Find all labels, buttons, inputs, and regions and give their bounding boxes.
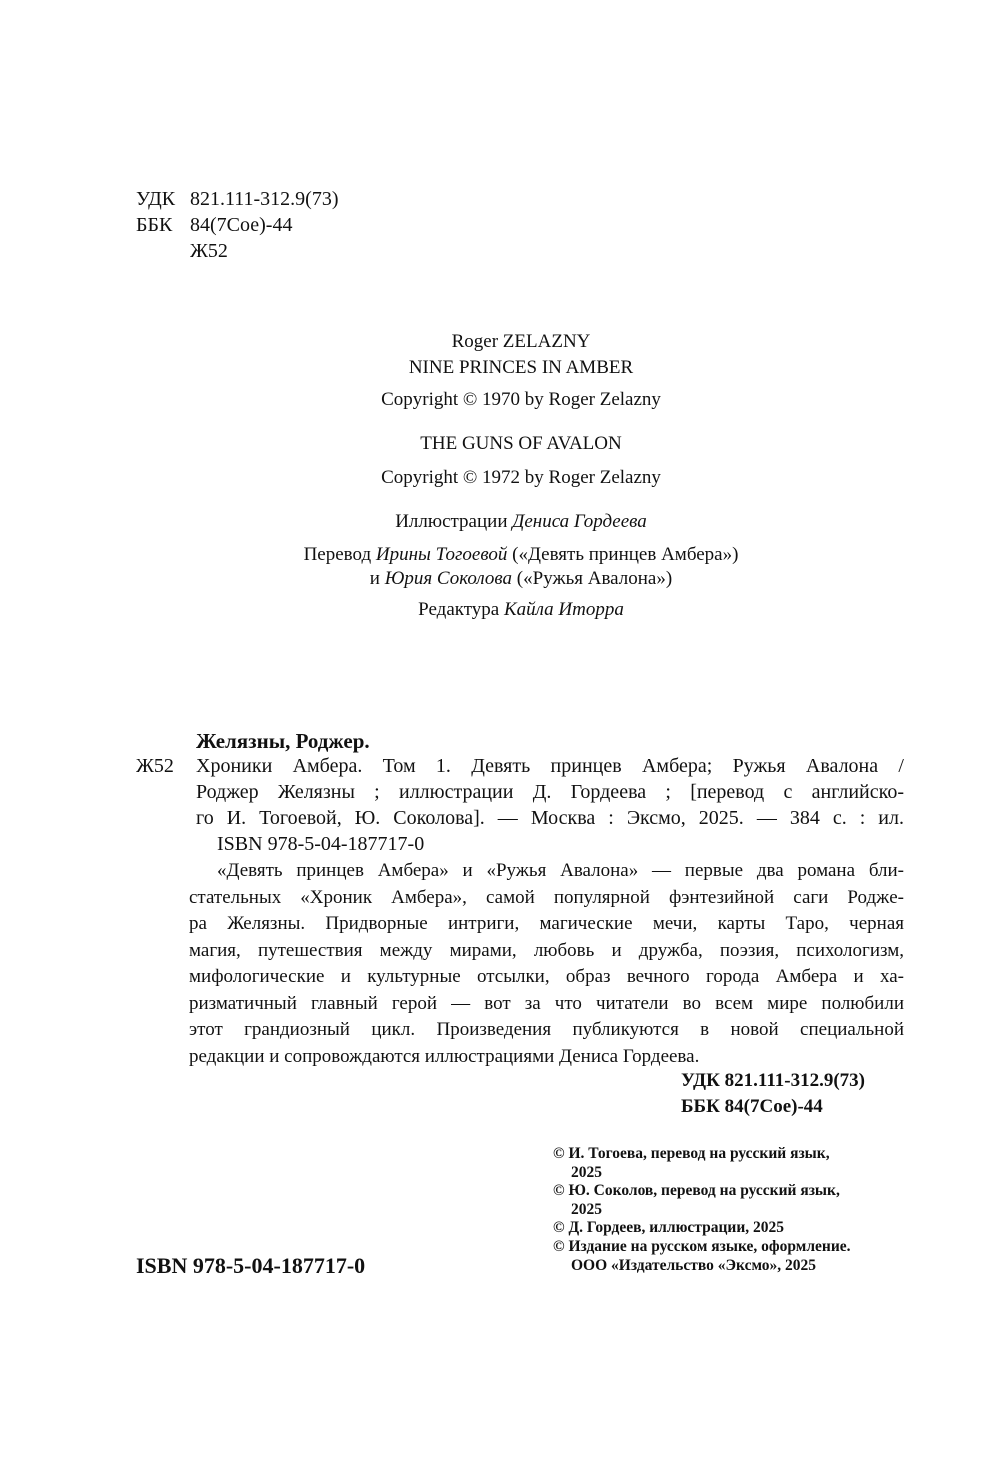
copyright-1970: Copyright © 1970 by Roger Zelazny bbox=[381, 389, 661, 410]
credit-editor bbox=[0, 597, 1000, 623]
copyright-line: 2025 bbox=[571, 1200, 602, 1218]
copyright-notices bbox=[553, 1145, 851, 1275]
translator-1-name: Ирины Тогоевой bbox=[375, 544, 508, 565]
copyright-line: © Издание на русском языке, оформление. bbox=[553, 1237, 851, 1255]
catalog-bibliographic-record bbox=[196, 753, 904, 831]
bbk-label: ББК bbox=[136, 214, 173, 236]
catalog-bbk: ББК 84(7Сое)-44 bbox=[681, 1096, 823, 1117]
author-mark: Ж52 bbox=[190, 240, 228, 262]
description-line: стательных «Хроник Амбера», самой популярной фэнтезийной саги Роджe- bbox=[189, 886, 904, 908]
copyright-line: ООО «Издательство «Эксмо», 2025 bbox=[571, 1256, 817, 1274]
credit-translation-2 bbox=[0, 566, 1000, 592]
udk-label: УДК bbox=[136, 188, 176, 210]
editor-name: Кайла Иторра bbox=[504, 599, 624, 620]
description-line: магия, путешествия между мирами, любовь и дружба, поэзия, психологизм, bbox=[189, 939, 904, 961]
copyright-line: © Д. Гордеев, иллюстрации, 2025 bbox=[553, 1219, 785, 1237]
illustrations-label: Иллюстрации bbox=[395, 511, 508, 532]
copyright-notice bbox=[553, 1182, 851, 1219]
catalog-line: Хроники Амбера. Том 1. Девять принцев Амбера; Ружья Авалона / bbox=[196, 755, 904, 777]
catalog-heading: Желязны, Роджер. bbox=[196, 729, 370, 753]
copyright-line: 2025 bbox=[571, 1163, 602, 1181]
catalog-udk: УДК 821.111-312.9(73) bbox=[681, 1070, 866, 1091]
description-line: ризматичный главный герой — вот за что читатели во всем мире полюбили bbox=[189, 992, 904, 1014]
catalog-isbn: ISBN 978-5-04-187717-0 bbox=[217, 833, 425, 855]
credit-illustrations bbox=[0, 509, 1000, 535]
translator-2-name: Юрия Соколова bbox=[384, 568, 513, 589]
credit-translation-1 bbox=[0, 542, 1000, 568]
editor-label: Редактура bbox=[418, 599, 500, 620]
original-title-2: THE GUNS OF AVALON bbox=[420, 433, 622, 454]
copyright-line: © И. Тогоева, перевод на русский язык, bbox=[553, 1145, 830, 1162]
description-line: мифологические и культурные отсылки, образ вечного города Амбера и ха- bbox=[189, 966, 904, 987]
original-author: Roger ZELAZNY bbox=[451, 331, 591, 352]
copyright-1972: Copyright © 1972 by Roger Zelazny bbox=[381, 467, 661, 488]
description-line: редакции и сопровождаются иллюстрациями Дениса Гордеева. bbox=[189, 1045, 700, 1067]
catalog-mark: Ж52 bbox=[136, 755, 174, 777]
translator-2-work: («Ружья Авалона») bbox=[516, 568, 673, 589]
copyright-notice bbox=[553, 1219, 851, 1238]
copyright-notice bbox=[553, 1238, 851, 1275]
copyright-notice bbox=[553, 1145, 851, 1182]
description-line: «Девять принцев Амбера» и «Ружья Авалона» — первые два романа бли- bbox=[217, 860, 904, 881]
bbk-value: 84(7Сое)-44 bbox=[190, 214, 293, 236]
isbn-bold: ISBN 978-5-04-187717-0 bbox=[136, 1253, 366, 1278]
original-title-1: NINE PRINCES IN AMBER bbox=[408, 357, 634, 378]
copyright-line: © Ю. Соколов, перевод на русский язык, bbox=[553, 1182, 840, 1200]
translation-label: Перевод bbox=[303, 544, 372, 565]
book-description bbox=[189, 858, 904, 1070]
translator-1-work: («Девять принцев Амбера») bbox=[512, 544, 739, 565]
description-line: этот грандиозный цикл. Произведения публикуются в новой специальной bbox=[189, 1019, 904, 1040]
catalog-line: Роджер Желязны ; иллюстрации Д. Гордеева ; [перевод с английско- bbox=[196, 781, 904, 803]
illustrator-name: Дениса Гордеева bbox=[512, 511, 647, 532]
catalog-line: го И. Тогоевой, Ю. Соколова]. — Москва : Эксмо, 2025. — 384 с. : ил. bbox=[196, 807, 904, 829]
udk-value: 821.111-312.9(73) bbox=[190, 188, 339, 210]
description-line: ра Желязны. Придворные интриги, магические мечи, карты Таро, черная bbox=[189, 913, 904, 934]
conjunction-and: и bbox=[369, 568, 380, 589]
